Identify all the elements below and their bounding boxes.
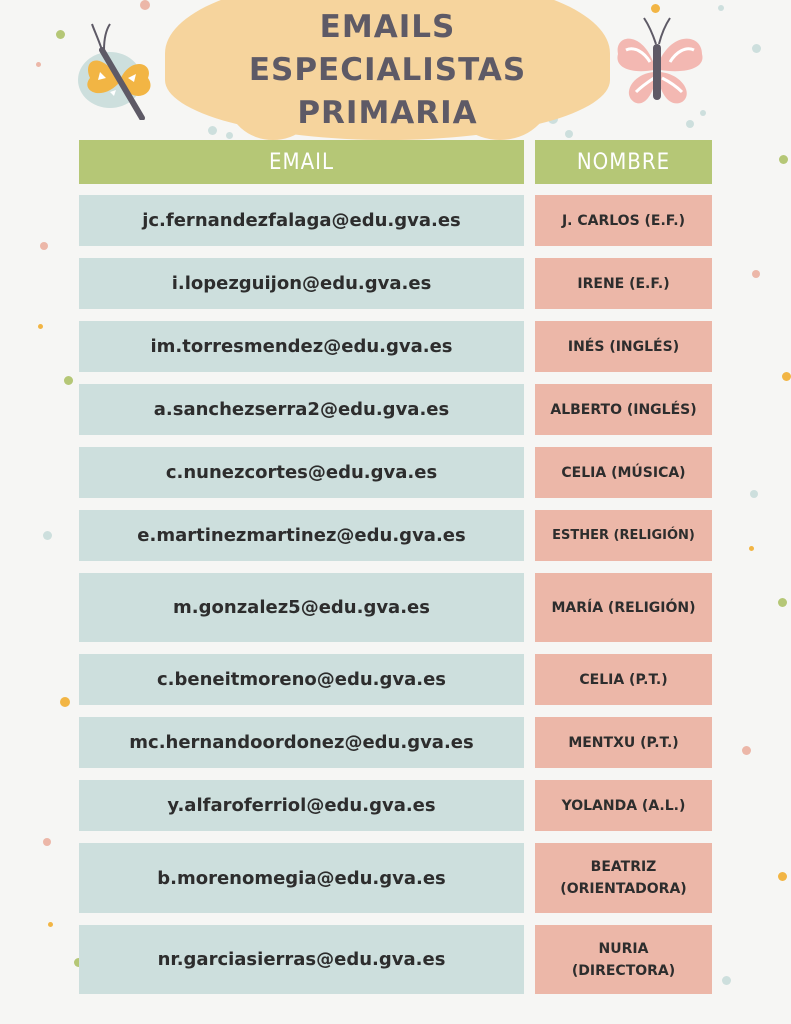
- yellow-butterfly-icon: [70, 20, 170, 120]
- title-line: EMAILS: [319, 9, 456, 45]
- table-row: [0, 843, 791, 913]
- email-cell: b.morenomegia@edu.gva.es: [79, 843, 524, 913]
- email-cell: e.martinezmartinez@edu.gva.es: [79, 510, 524, 561]
- table-row: [0, 195, 791, 246]
- table-row: [0, 573, 791, 642]
- table-row: [0, 384, 791, 435]
- name-cell: NURIA (DIRECTORA): [535, 925, 712, 994]
- name-cell: BEATRIZ (ORIENTADORA): [535, 843, 712, 913]
- table-row: [0, 654, 791, 705]
- email-cell: y.alfaroferriol@edu.gva.es: [79, 780, 524, 831]
- email-cell: c.nunezcortes@edu.gva.es: [79, 447, 524, 498]
- name-cell: IRENE (E.F.): [535, 258, 712, 309]
- title-line: PRIMARIA: [297, 95, 478, 131]
- table-row: [0, 258, 791, 309]
- table-row: [0, 925, 791, 994]
- email-cell: jc.fernandezfalaga@edu.gva.es: [79, 195, 524, 246]
- email-cell: i.lopezguijon@edu.gva.es: [79, 258, 524, 309]
- table-row: [0, 780, 791, 831]
- name-cell: ESTHER (RELIGIÓN): [535, 510, 712, 561]
- email-cell: a.sanchezserra2@edu.gva.es: [79, 384, 524, 435]
- table-row: [0, 447, 791, 498]
- email-cell: nr.garciasierras@edu.gva.es: [79, 925, 524, 994]
- title-line: ESPECIALISTAS: [248, 52, 527, 88]
- email-cell: m.gonzalez5@edu.gva.es: [79, 573, 524, 642]
- name-cell: CELIA (MÚSICA): [535, 447, 712, 498]
- table-row: [0, 717, 791, 768]
- table-row: [0, 510, 791, 561]
- name-cell: MARÍA (RELIGIÓN): [535, 573, 712, 642]
- name-cell: YOLANDA (A.L.): [535, 780, 712, 831]
- email-column-header: EMAIL: [79, 140, 524, 184]
- name-cell: MENTXU (P.T.): [535, 717, 712, 768]
- table-row: [0, 321, 791, 372]
- email-cell: mc.hernandoordonez@edu.gva.es: [79, 717, 524, 768]
- name-cell: INÉS (INGLÉS): [535, 321, 712, 372]
- email-cell: c.beneitmoreno@edu.gva.es: [79, 654, 524, 705]
- nombre-column-header: NOMBRE: [535, 140, 712, 184]
- name-cell: J. CARLOS (E.F.): [535, 195, 712, 246]
- email-cell: im.torresmendez@edu.gva.es: [79, 321, 524, 372]
- name-cell: CELIA (P.T.): [535, 654, 712, 705]
- page-title: [165, 6, 610, 135]
- pink-butterfly-icon: [612, 14, 712, 114]
- name-cell: ALBERTO (INGLÉS): [535, 384, 712, 435]
